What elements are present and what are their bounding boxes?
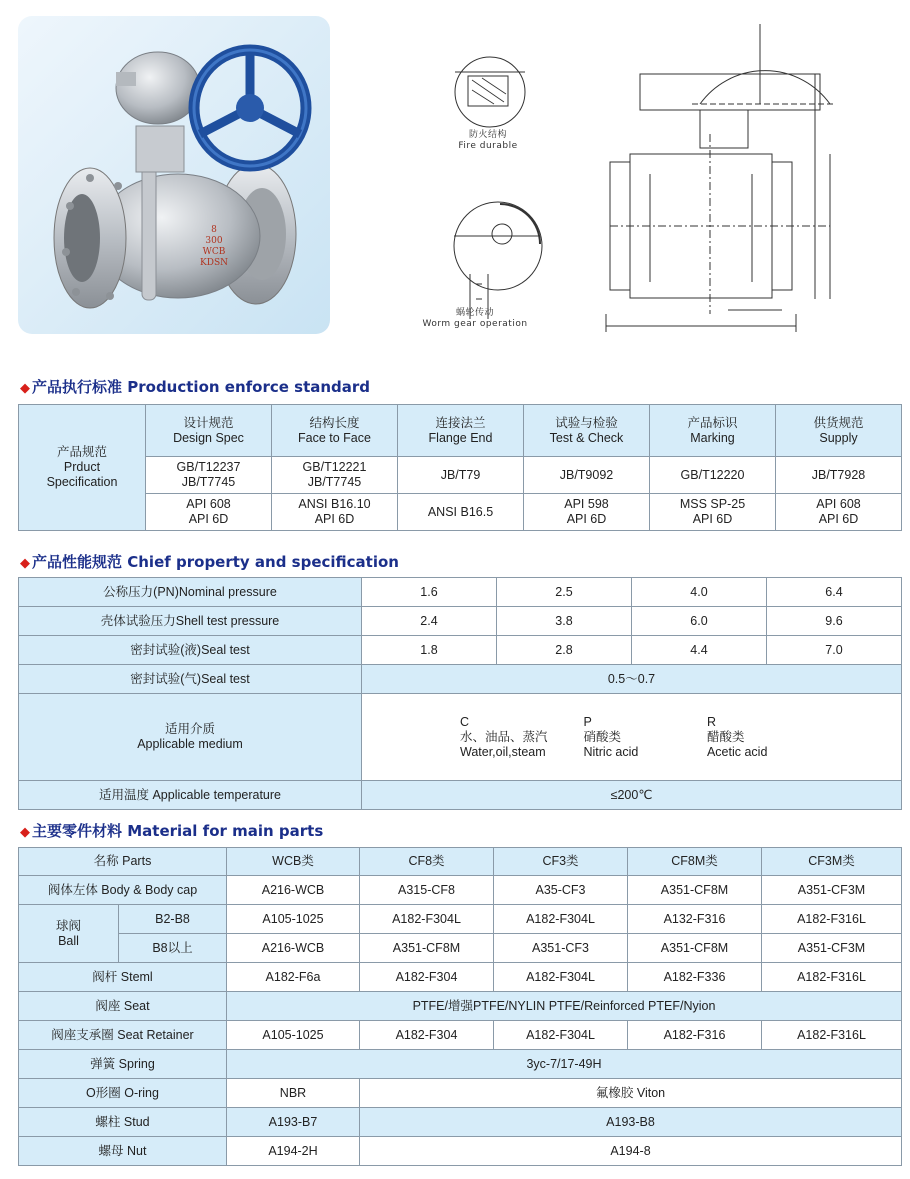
table-cell: MSS SP-25 API 6D [650, 494, 776, 531]
table-cell: A351-CF3 [494, 934, 628, 963]
table-cell: A182-F316L [762, 905, 902, 934]
table-cell: A193-B8 [360, 1108, 902, 1137]
table-cell: A182-F304L [494, 963, 628, 992]
medium-cell: C 水、油品、蒸汽 Water,oil,steam P 硝酸类 Nitric acid R 醋酸类 Acetic acid [362, 694, 902, 781]
col-header: 试验与检验 Test & Check [524, 405, 650, 457]
worm-label-en: Worm gear operation [422, 319, 528, 329]
product-photo [18, 16, 330, 334]
table-cell: 2.5 [497, 578, 632, 607]
table-cell: A182-F304 [360, 963, 494, 992]
table-cell: A216-WCB [227, 876, 360, 905]
fire-durable-detail [455, 57, 525, 127]
fire-label-cn: 防火结构 [468, 130, 507, 140]
table-cell: A351-CF8M [628, 934, 762, 963]
col-header: CF3M类 [762, 848, 902, 876]
table-cell: A182-F304 [360, 1021, 494, 1050]
col-header: 名称 Parts [19, 848, 227, 876]
table-cell: 氟橡胶 Viton [360, 1079, 902, 1108]
row-label: 阀杆 Steml [19, 963, 227, 992]
table-cell: 3.8 [497, 607, 632, 636]
col-header: 结构长度 Face to Face [272, 405, 398, 457]
diamond-bullet-icon: ◆ [20, 825, 30, 840]
svg-text:KDSN: KDSN [200, 258, 228, 268]
table-cell: A351-CF3M [762, 934, 902, 963]
table-cell: NBR [227, 1079, 360, 1108]
row-label: 适用温度 Applicable temperature [19, 781, 362, 810]
table-cell: 9.6 [767, 607, 902, 636]
row-label: 阀体左体 Body & Body cap [19, 876, 227, 905]
table-cell: A193-B7 [227, 1108, 360, 1137]
col-header: CF8M类 [628, 848, 762, 876]
row-label: 密封试验(液)Seal test [19, 636, 362, 665]
table-cell: ANSI B16.5 [398, 494, 524, 531]
row-label: 密封试验(气)Seal test [19, 665, 362, 694]
table-cell: GB/T12220 [650, 457, 776, 494]
table-cell: A315-CF8 [360, 876, 494, 905]
table-cell: 1.8 [362, 636, 497, 665]
table-cell: JB/T9092 [524, 457, 650, 494]
table-cell: JB/T7928 [776, 457, 902, 494]
table-cell: A182-F316L [762, 1021, 902, 1050]
table-cell: API 608 API 6D [776, 494, 902, 531]
svg-text:300: 300 [205, 236, 223, 246]
spec-row-header: 产品规范 Prduct Specification [19, 405, 146, 531]
row-label: 阀座支承圈 Seat Retainer [19, 1021, 227, 1050]
svg-text:8: 8 [211, 225, 217, 235]
table-cell: A105-1025 [227, 1021, 360, 1050]
table-cell: 2.4 [362, 607, 497, 636]
col-header: 连接法兰 Flange End [398, 405, 524, 457]
row-label: 弹簧 Spring [19, 1050, 227, 1079]
col-header: CF3类 [494, 848, 628, 876]
material-table [18, 847, 902, 1166]
table-cell: A182-F6a [227, 963, 360, 992]
table-cell: 4.0 [632, 578, 767, 607]
table-cell: A35-CF3 [494, 876, 628, 905]
table-cell: A194-2H [227, 1137, 360, 1166]
row-label: 壳体试验压力Shell test pressure [19, 607, 362, 636]
fire-label-en: Fire durable [458, 141, 518, 151]
col-header: CF8类 [360, 848, 494, 876]
row-label: B2-B8 [119, 905, 227, 934]
row-label: B8以上 [119, 934, 227, 963]
property-table [18, 577, 902, 810]
table-cell: A351-CF8M [628, 876, 762, 905]
table-cell: 6.0 [632, 607, 767, 636]
table-cell: 4.4 [632, 636, 767, 665]
worm-gear-detail [454, 202, 542, 319]
table-cell: A182-F316L [762, 963, 902, 992]
table-cell: 6.4 [767, 578, 902, 607]
table-cell: A182-F316 [628, 1021, 762, 1050]
section-title-material: ◆ 主要零件材料 Material for main parts [20, 822, 324, 840]
table-cell: A351-CF3M [762, 876, 902, 905]
valve-section-drawing [606, 24, 835, 332]
col-header: WCB类 [227, 848, 360, 876]
row-label: 球阀 Ball [19, 905, 119, 963]
standard-table [18, 404, 902, 531]
ball-valve-image [18, 16, 330, 334]
table-cell: A182-F304L [494, 1021, 628, 1050]
table-cell: 3yc-7/17-49H [227, 1050, 902, 1079]
row-label: O形圈 O-ring [19, 1079, 227, 1108]
table-cell: A194-8 [360, 1137, 902, 1166]
row-label: 螺母 Nut [19, 1137, 227, 1166]
table-cell: A351-CF8M [360, 934, 494, 963]
table-cell: A182-F304L [494, 905, 628, 934]
section-title-standard: ◆ 产品执行标准 Production enforce standard [20, 378, 371, 396]
diamond-bullet-icon: ◆ [20, 556, 30, 571]
table-cell: 7.0 [767, 636, 902, 665]
table-cell: A132-F316 [628, 905, 762, 934]
section-title-property: ◆ 产品性能规范 Chief property and specification [20, 553, 399, 571]
table-cell: 1.6 [362, 578, 497, 607]
table-cell: A182-F304L [360, 905, 494, 934]
col-header: 产品标识 Marking [650, 405, 776, 457]
table-cell: ≤200℃ [362, 781, 902, 810]
col-header: 设计规范 Design Spec [146, 405, 272, 457]
table-cell: A105-1025 [227, 905, 360, 934]
table-cell: JB/T79 [398, 457, 524, 494]
worm-label-cn: 蜗轮传动 [455, 308, 494, 318]
diamond-bullet-icon: ◆ [20, 381, 30, 396]
row-label: 螺柱 Stud [19, 1108, 227, 1137]
table-cell: GB/T12237 JB/T7745 [146, 457, 272, 494]
table-cell: GB/T12221 JB/T7745 [272, 457, 398, 494]
row-label: 公称压力(PN)Nominal pressure [19, 578, 362, 607]
table-cell: A216-WCB [227, 934, 360, 963]
technical-drawing [410, 14, 870, 344]
svg-text:WCB: WCB [202, 247, 226, 257]
table-cell: API 598 API 6D [524, 494, 650, 531]
col-header: 供货规范 Supply [776, 405, 902, 457]
table-cell: ANSI B16.10 API 6D [272, 494, 398, 531]
row-label: 适用介质 Applicable medium [19, 694, 362, 781]
table-cell: PTFE/增强PTFE/NYLIN PTFE/Reinforced PTEF/Nyion [227, 992, 902, 1021]
table-cell: A182-F336 [628, 963, 762, 992]
table-cell: 0.5～0.7 [362, 665, 902, 694]
table-cell: API 608 API 6D [146, 494, 272, 531]
row-label: 阀座 Seat [19, 992, 227, 1021]
table-cell: 2.8 [497, 636, 632, 665]
handwheel-graphic [194, 50, 306, 166]
